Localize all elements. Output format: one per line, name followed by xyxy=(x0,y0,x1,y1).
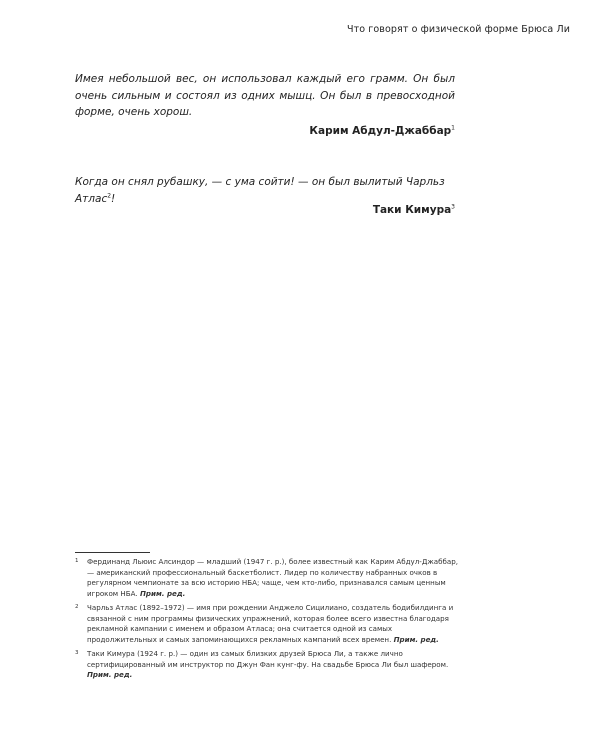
footnote-3 xyxy=(75,649,463,681)
footnote-text: Фердинанд Льюис Алсиндор — младший (1947 г. р.), более известный как Карим Абдул-Джаббар, — американский профессиональный баскетболист. Лидер по количеству набранных очков в регулярном чемпионате за всю историю НБА; чаще, чем кто-либо, признавался самым ценным игроком НБА. xyxy=(87,557,458,598)
footnote-1 xyxy=(75,557,463,599)
quote-1-author: Карим Абдул-Джаббар xyxy=(309,125,452,137)
footnote-ref-2[interactable]: 2 xyxy=(107,192,112,199)
footnote-text: Таки Кимура (1924 г. р.) — один из самых близких друзей Брюса Ли, а также лично сертифицированный им инструктор по Джун Фан кунг-фу. На свадьбе Брюса Ли был шафером. xyxy=(87,649,449,669)
footnote-number: 2 xyxy=(75,604,79,610)
footnote-ref-3[interactable]: 3 xyxy=(451,203,455,211)
footnote-number: 1 xyxy=(75,558,79,564)
footnote-separator xyxy=(75,552,150,553)
quote-2-text-before: Когда он снял рубашку, — с ума сойти! — он был вылитый Чарльз Атлас xyxy=(75,176,445,205)
footnote-number: 3 xyxy=(75,650,79,656)
running-header: Что говорят о физической форме Брюса Ли xyxy=(347,24,570,35)
quote-author xyxy=(373,204,455,216)
footnotes xyxy=(75,557,463,685)
quote-2-text-after: ! xyxy=(111,192,116,205)
footnote-ref-1[interactable]: 1 xyxy=(451,124,455,132)
quote-1-text: Имея небольшой вес, он использовал каждый его грамм. Он был очень сильным и состоял из одних мышц. Он был в превосходной форме, очень хорош. xyxy=(75,73,455,118)
editor-note: Прим. ред. xyxy=(393,634,439,644)
editor-note: Прим. ред. xyxy=(140,588,186,598)
quote-2-author: Таки Кимура xyxy=(372,204,452,216)
quote-text xyxy=(75,174,455,207)
quote-author xyxy=(309,125,455,137)
quote-text xyxy=(75,71,455,121)
footnote-2 xyxy=(75,603,463,645)
footnote-text: Чарльз Атлас (1892–1972) — имя при рождении Анджело Сицилиано, создатель бодибилдинга и связанной с ним программы физических упражнений, которая более всего известна благодаря рекламной кампании с именем и образом Атласа; она считается одной из самых продолжительных и самых запоминающихся рекламных кампаний всех времен. xyxy=(87,603,454,644)
editor-note: Прим. ред. xyxy=(87,670,133,679)
